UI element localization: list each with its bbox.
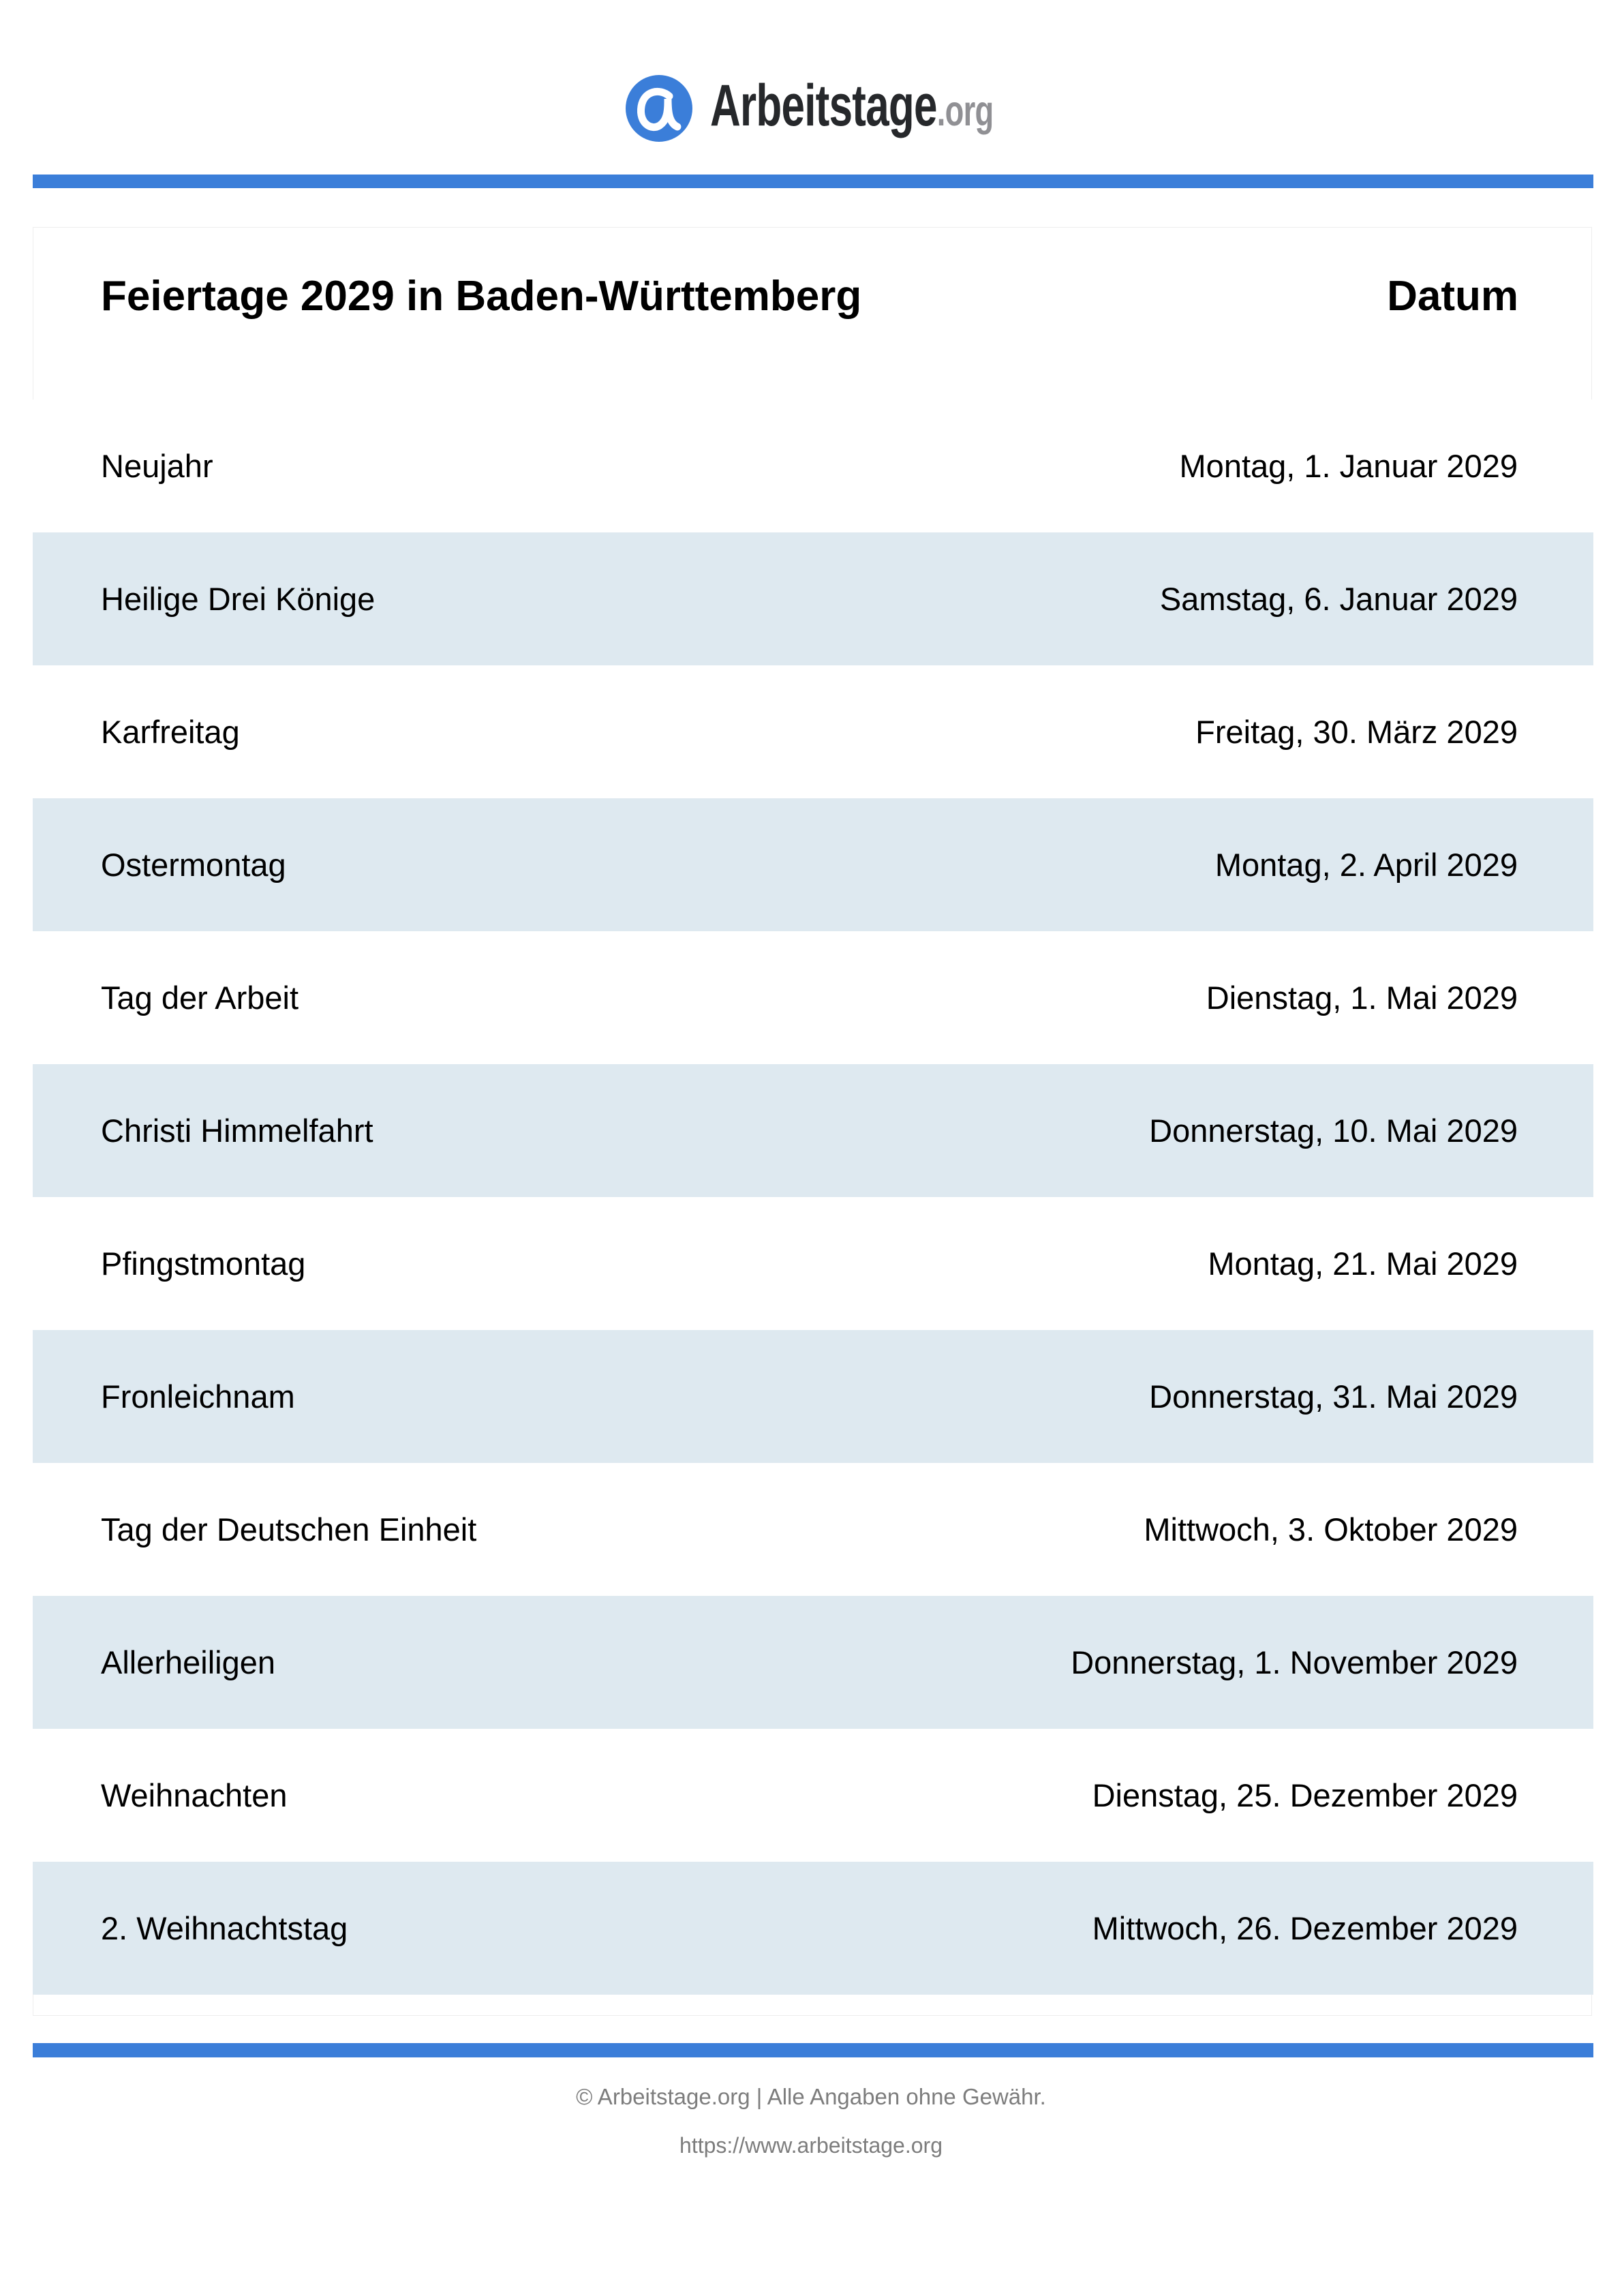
table-row xyxy=(33,1729,1593,1862)
holiday-name: Pfingstmontag xyxy=(101,1245,306,1282)
holiday-date: Montag, 21. Mai 2029 xyxy=(1208,1245,1518,1282)
arbeitstage-logo-icon xyxy=(626,75,692,142)
table-row xyxy=(33,798,1593,931)
date-column-header: Datum xyxy=(1387,273,1518,320)
logo-tld: .org xyxy=(936,87,994,135)
holiday-name: Tag der Deutschen Einheit xyxy=(101,1511,477,1547)
table-row xyxy=(33,399,1593,532)
holiday-name: Allerheiligen xyxy=(101,1644,276,1680)
holiday-date: Mittwoch, 3. Oktober 2029 xyxy=(1144,1511,1518,1547)
logo-wordmark xyxy=(710,73,994,138)
holiday-date: Montag, 2. April 2029 xyxy=(1214,847,1518,883)
holiday-date: Montag, 1. Januar 2029 xyxy=(1179,448,1518,484)
table-header xyxy=(33,275,1593,318)
table-row xyxy=(33,1596,1593,1729)
holiday-date: Dienstag, 25. Dezember 2029 xyxy=(1092,1777,1518,1813)
table-row xyxy=(33,665,1593,798)
logo-name: Arbeitstage xyxy=(710,73,937,138)
holiday-name: 2. Weihnachtstag xyxy=(101,1910,348,1946)
holiday-date: Donnerstag, 1. November 2029 xyxy=(1071,1644,1518,1680)
logo-a-glyph xyxy=(626,75,692,142)
holiday-name: Neujahr xyxy=(101,448,213,484)
holiday-name: Ostermontag xyxy=(101,847,286,883)
holiday-table xyxy=(33,399,1593,1995)
footer-url: https://www.arbeitstage.org xyxy=(679,2133,943,2158)
bottom-accent-bar xyxy=(33,2043,1593,2057)
table-row xyxy=(33,1064,1593,1197)
holiday-date: Dienstag, 1. Mai 2029 xyxy=(1206,980,1518,1016)
holiday-date: Donnerstag, 10. Mai 2029 xyxy=(1149,1113,1518,1149)
footer-copyright: © Arbeitstage.org | Alle Angaben ohne Gewähr. xyxy=(576,2084,1046,2109)
table-row xyxy=(33,1862,1593,1995)
table-row xyxy=(33,532,1593,665)
holiday-date: Donnerstag, 31. Mai 2029 xyxy=(1149,1378,1518,1415)
holiday-date: Mittwoch, 26. Dezember 2029 xyxy=(1092,1910,1518,1946)
holiday-date: Freitag, 30. März 2029 xyxy=(1195,714,1518,750)
holiday-name: Heilige Drei Könige xyxy=(101,581,376,617)
holiday-name: Weihnachten xyxy=(101,1777,288,1813)
table-row xyxy=(33,1463,1593,1596)
table-row xyxy=(33,931,1593,1064)
holiday-date: Samstag, 6. Januar 2029 xyxy=(1159,581,1518,617)
top-accent-bar xyxy=(33,175,1593,188)
table-row xyxy=(33,1197,1593,1330)
table-row xyxy=(33,1330,1593,1463)
holiday-name: Christi Himmelfahrt xyxy=(101,1113,373,1149)
holiday-name: Tag der Arbeit xyxy=(101,980,299,1016)
holiday-name: Karfreitag xyxy=(101,714,240,750)
holiday-name: Fronleichnam xyxy=(101,1378,295,1415)
page-title: Feiertage 2029 in Baden-Württemberg xyxy=(101,273,862,320)
